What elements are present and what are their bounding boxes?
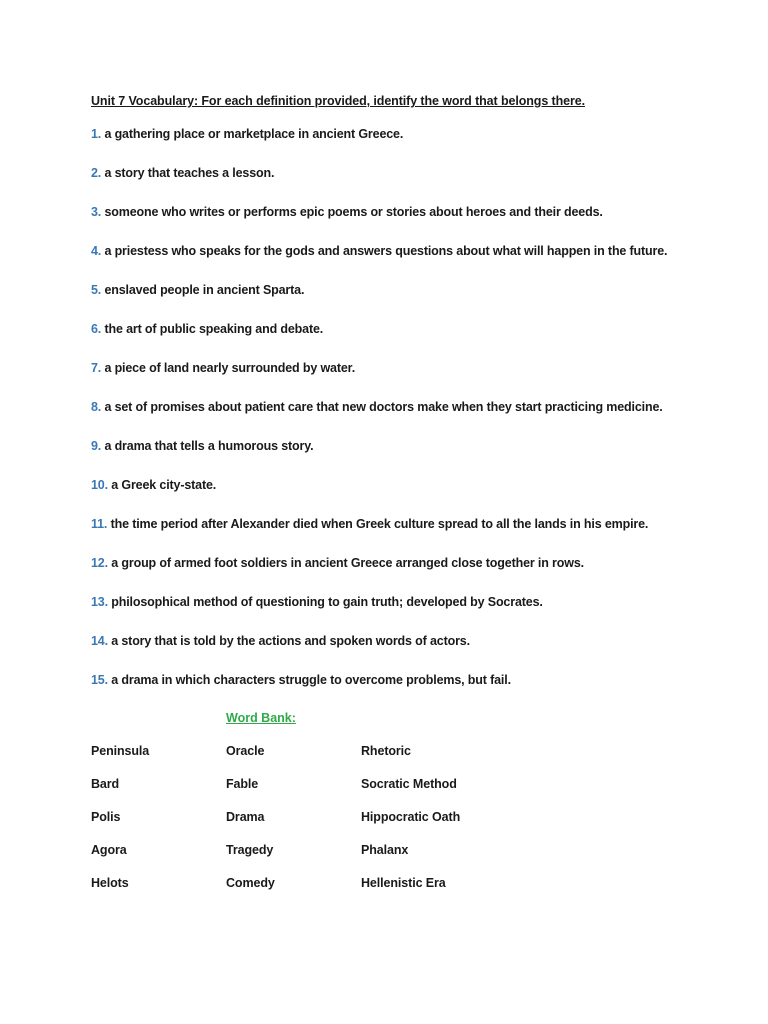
item-text: a drama that tells a humorous story. xyxy=(101,439,314,453)
item-number: 15. xyxy=(91,673,108,687)
word-bank-grid xyxy=(91,743,511,908)
item-text: philosophical method of questioning to gain truth; developed by Socrates. xyxy=(107,595,543,609)
word-bank-word: Phalanx xyxy=(361,843,409,857)
item-number: 4. xyxy=(91,244,102,258)
definition-item xyxy=(91,633,731,672)
item-text: the time period after Alexander died when Greek culture spread to all the lands in his empire. xyxy=(107,517,649,531)
definition-item xyxy=(91,555,731,594)
item-text: a story that is told by the actions and spoken words of actors. xyxy=(107,634,470,648)
item-number: 3. xyxy=(91,205,102,219)
definition-item xyxy=(91,672,731,711)
word-bank-word: Bard xyxy=(91,777,120,791)
definition-item xyxy=(91,360,731,399)
item-number: 7. xyxy=(91,361,102,375)
definition-item xyxy=(91,477,731,516)
item-number: 1. xyxy=(91,127,102,141)
item-text: a drama in which characters struggle to overcome problems, but fail. xyxy=(107,673,511,687)
item-number: 9. xyxy=(91,439,102,453)
definition-item xyxy=(91,126,731,165)
item-text: a set of promises about patient care that new doctors make when they start practicing medicine. xyxy=(101,400,663,414)
definition-item xyxy=(91,165,731,204)
worksheet-title: Unit 7 Vocabulary: For each definition provided, identify the word that belongs there. xyxy=(91,94,585,108)
item-number: 2. xyxy=(91,166,102,180)
item-number: 6. xyxy=(91,322,102,336)
definition-list xyxy=(91,126,731,711)
item-text: a gathering place or marketplace in ancient Greece. xyxy=(101,127,404,141)
item-text: a story that teaches a lesson. xyxy=(101,166,275,180)
word-bank-word: Agora xyxy=(91,843,127,857)
item-text: the art of public speaking and debate. xyxy=(101,322,324,336)
item-text: someone who writes or performs epic poems or stories about heroes and their deeds. xyxy=(101,205,603,219)
item-number: 11. xyxy=(91,517,108,531)
item-text: enslaved people in ancient Sparta. xyxy=(101,283,305,297)
word-bank-word: Tragedy xyxy=(226,843,274,857)
item-text: a piece of land nearly surrounded by water. xyxy=(101,361,356,375)
item-number: 14. xyxy=(91,634,108,648)
word-bank-title: Word Bank: xyxy=(226,711,296,725)
item-number: 5. xyxy=(91,283,102,297)
word-bank-word: Comedy xyxy=(226,876,275,890)
word-bank-word: Oracle xyxy=(226,744,265,758)
definition-item xyxy=(91,438,731,477)
item-number: 12. xyxy=(91,556,108,570)
item-number: 10. xyxy=(91,478,108,492)
definition-item xyxy=(91,204,731,243)
word-bank-word: Rhetoric xyxy=(361,744,411,758)
item-number: 8. xyxy=(91,400,102,414)
word-bank-word: Helots xyxy=(91,876,129,890)
word-bank-word: Fable xyxy=(226,777,259,791)
item-text: a Greek city-state. xyxy=(107,478,217,492)
word-bank-word: Polis xyxy=(91,810,121,824)
definition-item xyxy=(91,399,731,438)
definition-item xyxy=(91,516,731,555)
word-bank-word: Peninsula xyxy=(91,744,150,758)
word-bank-word: Hellenistic Era xyxy=(361,876,446,890)
definition-item xyxy=(91,321,731,360)
definition-item xyxy=(91,594,731,633)
definition-item xyxy=(91,243,731,282)
item-number: 13. xyxy=(91,595,108,609)
item-text: a priestess who speaks for the gods and answers questions about what will happen in the future. xyxy=(101,244,668,258)
item-text: a group of armed foot soldiers in ancient Greece arranged close together in rows. xyxy=(107,556,584,570)
word-bank-word: Drama xyxy=(226,810,265,824)
word-bank-word: Hippocratic Oath xyxy=(361,810,461,824)
definition-item xyxy=(91,282,731,321)
word-bank-word: Socratic Method xyxy=(361,777,457,791)
